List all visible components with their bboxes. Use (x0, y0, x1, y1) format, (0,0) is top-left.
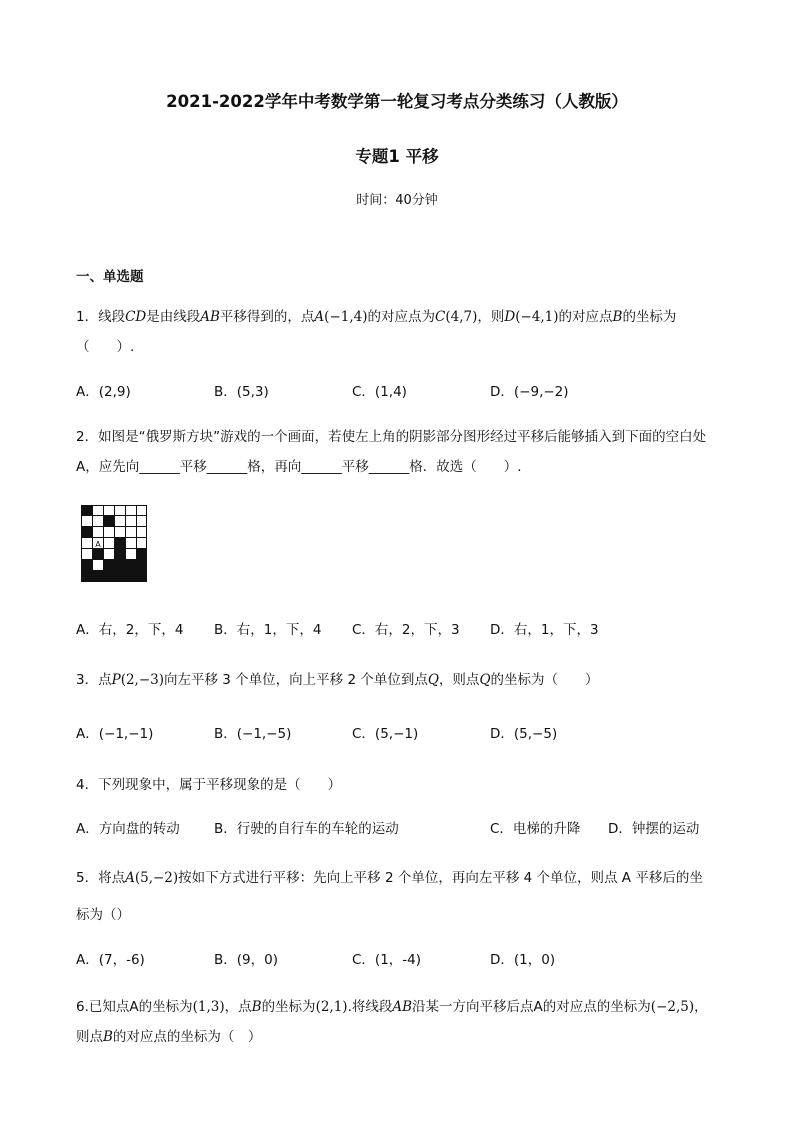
q1-text: 平移得到的，点 (219, 309, 315, 325)
q1-option-d[interactable]: D．(−9,−2) (490, 384, 569, 400)
question-5 (76, 866, 703, 886)
q1-segment-ab: AB (200, 309, 220, 325)
q6-point-a2-coord: (−2,5) (650, 999, 695, 1015)
q6-text: 的对应点的坐标为（ ） (112, 1029, 262, 1045)
time-limit: 时间：40分钟 (356, 193, 438, 208)
q6-text: .将线段 (347, 999, 393, 1015)
q3-option-a[interactable]: A．(−1,−1) (76, 726, 154, 742)
q6-point-b-coord: (2,1) (315, 999, 348, 1015)
q3-text: 的坐标为（ ） (490, 672, 599, 688)
q1-text: 的对应点为 (367, 309, 435, 325)
question-6 (76, 995, 708, 1015)
q1-text: ，则 (477, 309, 505, 325)
q1-point-a: A (314, 309, 325, 325)
tetris-figure (81, 505, 147, 582)
q3-text: ，则点 (438, 672, 480, 688)
q1-option-c[interactable]: C．(1,4) (352, 384, 407, 400)
tetris-label-a: A (95, 540, 101, 549)
q3-text: 3．点 (76, 672, 112, 688)
q5-text: 按如下方式进行平移：先向上平移 2 个单位，再向左平移 4 个单位，则点 A 平移后的坐 (178, 870, 703, 886)
q1-text: 1．线段 (76, 309, 126, 325)
q4-option-b[interactable]: B．行驶的自行车的车轮的运动 (214, 821, 399, 837)
q6-text: ， (694, 999, 708, 1015)
q1-point-c-coord: (4,7) (445, 309, 478, 325)
q5-option-a[interactable]: A．(7，-6) (76, 952, 145, 968)
q3-option-c[interactable]: C．(5,−1) (352, 726, 419, 742)
question-5-line2: 标为（） (76, 907, 130, 923)
question-6-line2 (76, 1025, 261, 1045)
q1-text: 是由线段 (146, 309, 201, 325)
q1-segment-cd: CD (125, 309, 147, 325)
q3-point-p-coord: (2,−3) (120, 672, 165, 688)
q1-text: 的坐标为 (622, 309, 677, 325)
q1-option-b[interactable]: B．(5,3) (214, 384, 269, 400)
q6-text: ，点 (224, 999, 252, 1015)
q2-option-a[interactable]: A．右，2，下，4 (76, 622, 184, 638)
q6-point-b: B (251, 999, 262, 1015)
q1-point-d-coord: (−4,1) (515, 309, 559, 325)
q5-option-b[interactable]: B．(9，0) (214, 952, 278, 968)
q5-point-a: A (125, 870, 135, 886)
q1-point-d: D (504, 309, 516, 325)
question-3 (76, 668, 599, 688)
question-2: 2．如图是“俄罗斯方块”游戏的一个画面，若使左上角的阴影部分图形经过平移后能够插入到下面的空白处 (76, 429, 707, 445)
q5-option-c[interactable]: C．(1，-4) (352, 952, 422, 968)
q4-option-a[interactable]: A．方向盘的转动 (76, 821, 180, 837)
q3-point-q-again: Q (479, 672, 491, 688)
q1-point-c: C (435, 309, 446, 325)
q2-option-b[interactable]: B．右，1，下，4 (214, 622, 322, 638)
q6-text: 则点 (76, 1029, 103, 1045)
q4-option-d[interactable]: D．钟摆的运动 (608, 821, 700, 837)
q6-point-a-coord: (1,3) (192, 999, 225, 1015)
q3-point-q: Q (427, 672, 439, 688)
q1-answer-blank: （ ）. (76, 339, 135, 355)
q1-point-b: B (612, 309, 623, 325)
question-2-line2: A，应先向______平移______格，再向______平移______格．故选（ ）. (76, 459, 522, 475)
q6-point-b-again: B (103, 1029, 113, 1045)
q3-option-d[interactable]: D．(5,−5) (490, 726, 558, 742)
section-heading-single-choice: 一、单选题 (76, 269, 144, 285)
q6-segment-ab: AB (392, 999, 413, 1015)
question-1 (76, 305, 676, 325)
q1-text: 的对应点 (558, 309, 613, 325)
q6-text: 的坐标为 (261, 999, 316, 1015)
q3-option-b[interactable]: B．(−1,−5) (214, 726, 292, 742)
q6-text: 6.已知点A的坐标为 (76, 999, 193, 1015)
q2-option-c[interactable]: C．右，2，下，3 (352, 622, 460, 638)
q2-option-d[interactable]: D．右，1，下，3 (490, 622, 599, 638)
q3-point-p: P (111, 672, 121, 688)
q5-point-a-coord: (5,−2) (134, 870, 179, 886)
q3-text: 向左平移 3 个单位，向上平移 2 个单位到点 (164, 672, 428, 688)
question-4: 4．下列现象中，属于平移现象的是（ ） (76, 777, 342, 793)
q1-point-a-coord: (−1,4) (324, 309, 368, 325)
q6-text: 沿某一方向平移后点A的对应点的坐标为 (412, 999, 651, 1015)
q5-option-d[interactable]: D．(1，0) (490, 952, 556, 968)
document-subtitle: 专题1 平移 (355, 147, 439, 166)
q4-option-c[interactable]: C．电梯的升降 (490, 821, 581, 837)
q5-text: 5．将点 (76, 870, 126, 886)
document-title: 2021-2022学年中考数学第一轮复习考点分类练习（人教版） (166, 92, 628, 111)
q1-option-a[interactable]: A．(2,9) (76, 384, 131, 400)
